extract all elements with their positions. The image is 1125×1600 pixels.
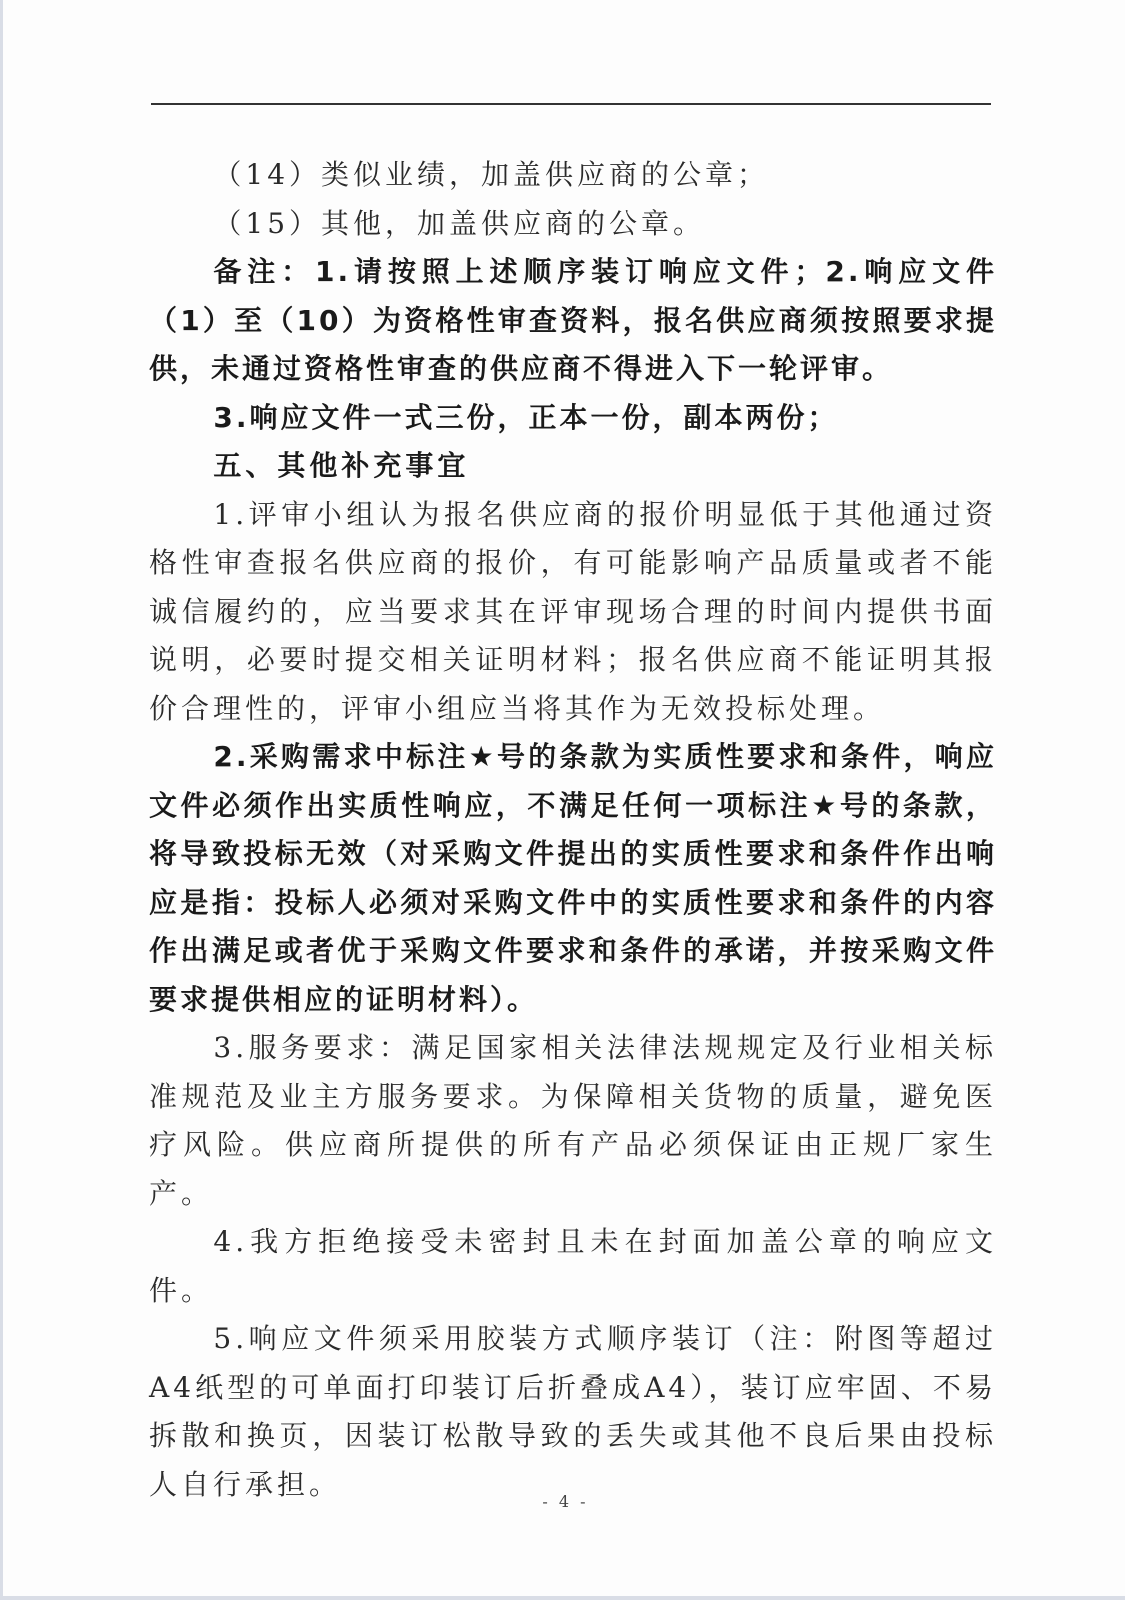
section-5-item-4: 4.我方拒绝接受未密封且未在封面加盖公章的响应文件。 bbox=[149, 1225, 997, 1307]
document-body bbox=[149, 151, 997, 1509]
section-5-item-2: 2.采购需求中标注★号的条款为实质性要求和条件，响应文件必须作出实质性响应，不满足任何一项标注★号的条款，将导致投标无效（对采购文件提出的实质性要求和条件作出响应是指：投标人必须对采购文件中的实质性要求和条件的内容作出满足或者优于采购文件要求和条件的承诺，并按采购文件要求提供相应的证明材料）。 bbox=[149, 740, 997, 1016]
note-paragraph: 备注：1.请按照上述顺序装订响应文件；2.响应文件（1）至（10）为资格性审查资料，报名供应商须按照要求提供，未通过资格性审查的供应商不得进入下一轮评审。 bbox=[149, 255, 997, 385]
section-5-item-3: 3.服务要求：满足国家相关法律法规规定及行业相关标准规范及业主方服务要求。为保障相关货物的质量，避免医疗风险。供应商所提供的所有产品必须保证由正规厂家生产。 bbox=[149, 1031, 997, 1210]
section-5-item-1: 1.评审小组认为报名供应商的报价明显低于其他通过资格性审查报名供应商的报价，有可能影响产品质量或者不能诚信履约的，应当要求其在评审现场合理的时间内提供书面说明，必要时提交相关证明材料；报名供应商不能证明其报价合理性的，评审小组应当将其作为无效投标处理。 bbox=[149, 497, 997, 725]
section-5-item-5: 5.响应文件须采用胶装方式顺序装订（注：附图等超过A4纸型的可单面打印装订后折叠成A4），装订应牢固、不易拆散和换页，因装订松散导致的丢失或其他不良后果由投标人自行承担。 bbox=[149, 1322, 997, 1501]
page-number: - 4 - bbox=[542, 1492, 589, 1511]
item-15: （15）其他，加盖供应商的公章。 bbox=[213, 206, 706, 240]
section-5-heading: 五、其他补充事宜 bbox=[213, 449, 470, 482]
note-3: 3.响应文件一式三份，正本一份，副本两份； bbox=[213, 400, 839, 434]
header-rule bbox=[151, 103, 991, 105]
item-14: （14）类似业绩，加盖供应商的公章； bbox=[213, 158, 770, 191]
